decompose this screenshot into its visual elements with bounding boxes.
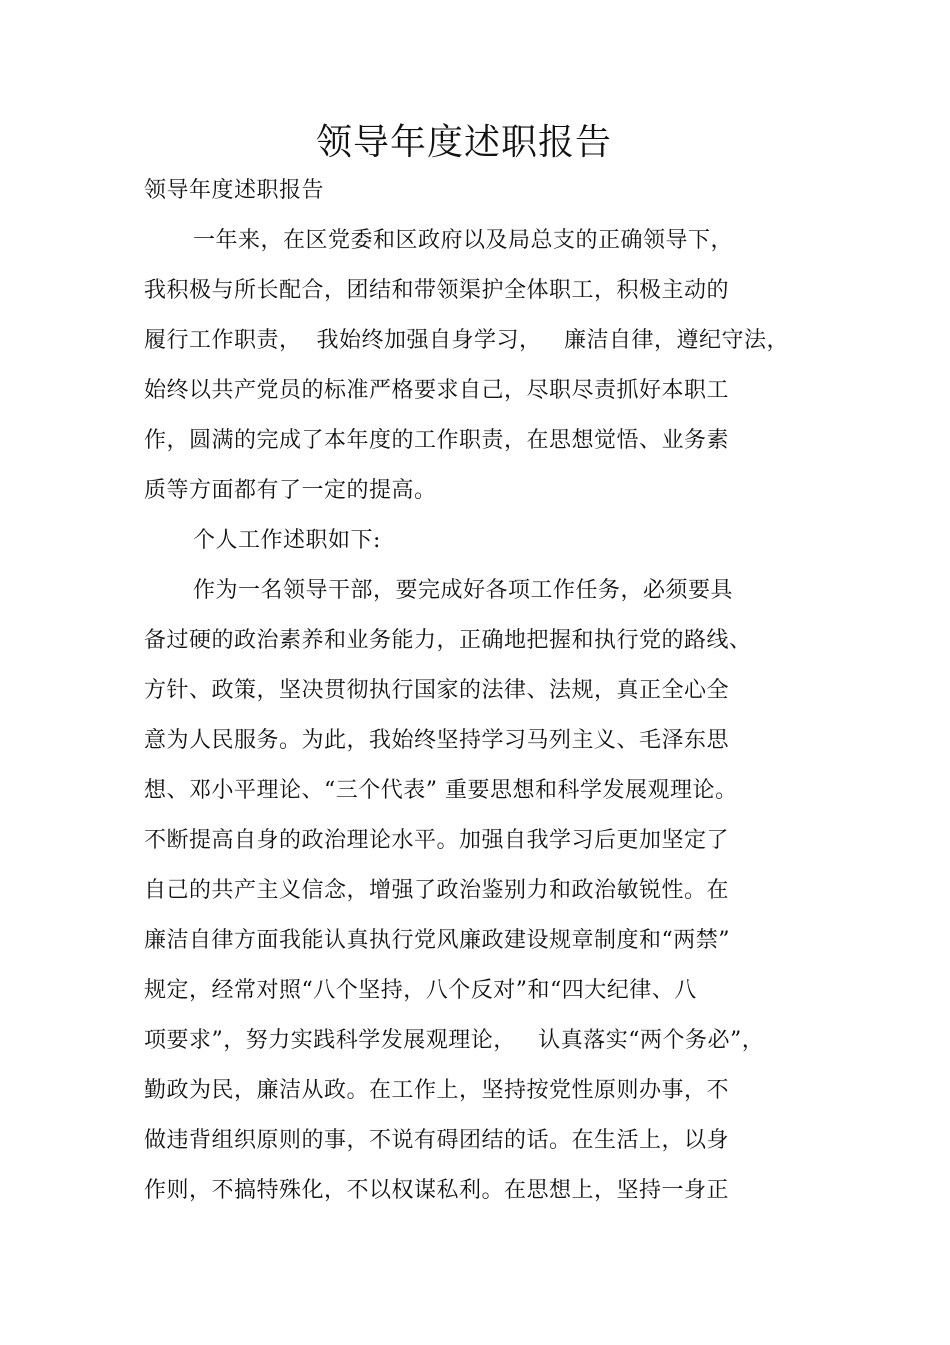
paragraph-line: 我积极与所长配合，团结和带领渠护全体职工，积极主动的 <box>144 278 730 303</box>
paragraph-line: 做违背组织原则的事，不说有碍团结的话。在生活上，以身 <box>144 1128 730 1153</box>
paragraph-line: 想、邓小平理论、“三个代表” 重要思想和科学发展观理论。 <box>144 778 738 803</box>
paragraph-line: 备过硬的政治素养和业务能力，正确地把握和执行党的路线、 <box>144 628 752 653</box>
paragraph-line: 质等方面都有了一定的提高。 <box>144 478 437 503</box>
paragraph-line: 方针、政策，坚决贯彻执行国家的法律、法规，真正全心全 <box>144 678 730 703</box>
paragraph-line: 项要求”，努力实践科学发展观理论， 认真落实“两个务必”， <box>144 1028 765 1053</box>
paragraph-line: 作，圆满的完成了本年度的工作职责，在思想觉悟、业务素 <box>144 428 730 453</box>
paragraph-line: 始终以共产党员的标准严格要求自己，尽职尽责抓好本职工 <box>144 378 730 403</box>
paragraph-line: 作为一名领导干部，要完成好各项工作任务，必须要具 <box>193 578 734 603</box>
paragraph-line: 不断提高自身的政治理论水平。加强自我学习后更加坚定了 <box>144 828 730 853</box>
paragraph-line: 一年来，在区党委和区政府以及局总支的正确领导下， <box>193 228 734 253</box>
document-subtitle: 领导年度述职报告 <box>144 178 325 203</box>
document-title: 领导年度述职报告 <box>315 122 612 163</box>
paragraph-line: 廉洁自律方面我能认真执行党风廉政建设规章制度和“两禁” <box>144 928 730 953</box>
paragraph-line: 自己的共产主义信念，增强了政治鉴别力和政治敏锐性。在 <box>144 878 730 903</box>
paragraph-line: 勤政为民，廉洁从政。在工作上，坚持按党性原则办事，不 <box>144 1078 730 1103</box>
section-heading: 个人工作述职如下: <box>193 528 381 553</box>
paragraph-line: 作则，不搞特殊化，不以权谋私利。在思想上，坚持一身正 <box>144 1178 730 1203</box>
paragraph-line: 履行工作职责， 我始终加强自身学习， 廉洁自律，遵纪守法， <box>144 328 789 353</box>
paragraph-line: 意为人民服务。为此，我始终坚持学习马列主义、毛泽东思 <box>144 728 730 753</box>
paragraph-line: 规定，经常对照“八个坚持，八个反对”和“四大纪律、八 <box>144 978 697 1003</box>
